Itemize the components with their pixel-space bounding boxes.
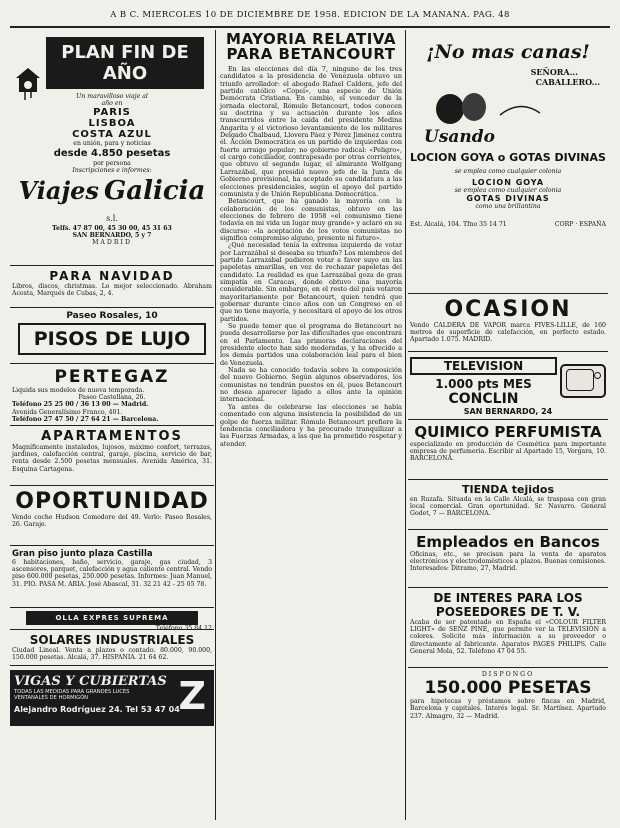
canas-caballero: CABALLERO... <box>535 77 600 87</box>
plan-city-3: COSTA AZUL <box>72 129 152 141</box>
plan-city-1: PARIS <box>93 107 131 119</box>
viajes-brand: Viajes <box>18 176 99 206</box>
canas-product: LOCION GOYA o GOTAS DIVINAS <box>410 151 606 164</box>
pertegaz-line-1: Liquida sus modelos de nueva temporada. <box>12 387 145 394</box>
pisos-title: PISOS DE LUJO <box>18 323 206 355</box>
olla-label: OLLA EXPRES SUPREMA <box>26 611 198 625</box>
navidad-text: Libros, discos, christmas. Lo mejor seleccionado. Abraham Acosta, Marqués de Cubas, 2, 4. <box>12 283 212 298</box>
article-headline-2: PARA BETANCOURT <box>226 45 396 63</box>
pertegaz-line-5: Teléfono 27 47 50 / 27 64 21 — Barcelona. <box>12 415 159 423</box>
cuckoo-clock-icon <box>16 68 40 100</box>
quimico-title: QUIMICO PERFUMISTA <box>414 423 602 441</box>
ocasion-text: Vendo CALDERA DE VAPOR marca FIVES-LILLE, de 160 metros de superficie de calefacción, en perfecto estado. Apartado 1.075. MADRID. <box>410 322 606 344</box>
olla-expres-ad <box>10 608 214 630</box>
plan-footer: MADRID <box>92 239 132 247</box>
tv-title: TELEVISION <box>410 357 557 375</box>
vigas-title: VIGAS Y CUBIERTAS <box>14 674 167 689</box>
pesetas-text: para hipotecas y préstamos sobre fincas en Madrid, Barcelona y capitales. Interés legal. Sr. Martínez. Apartado 237. Almagro, 32 — Madrid. <box>410 698 606 720</box>
quimico-ad <box>408 420 608 480</box>
pertegaz-line-2: Paseo Castellana, 26. <box>78 394 146 402</box>
piso-title: Gran piso junto plaza Castilla <box>12 549 153 559</box>
article-paragraph-3: ¿Qué necesidad tenía la extrema izquierda de votar por Larrazábal si deseaba su triunfo? Los miembros del partido Larrazábal pudieron votar a favor suyo en las papeletas amarillas, en vez de rechazar papeletas del candidato. La realidad es que Larrazábal goza de gran simpatía en Caracas, donde obtuvo una mayoría considerable. Sin embargo, en el resto del país votaron mayoritariamente por Betancourt, quien tendrá que gobernar durante cinco años con un Congreso en el que no tiene mayoría, y necesitará el apoyo de los otros partidos. <box>220 241 402 323</box>
vigas-line-2: TODAS LAS MEDIDAS PARA GRANDES LUCES <box>14 689 130 695</box>
middle-column <box>218 30 404 820</box>
empleados-title: Empleados en Bancos <box>416 533 600 551</box>
pertegaz-ad <box>10 364 214 426</box>
vigas-ad <box>10 670 214 726</box>
empleados-ad <box>408 530 608 588</box>
plan-intro: Un maravilloso viaje al <box>76 93 148 100</box>
header-rule <box>10 26 610 28</box>
right-column <box>408 30 608 820</box>
vigas-z-logo: Z <box>178 674 206 718</box>
tv-price: 1.000 pts MES <box>435 377 532 391</box>
gran-piso-ad <box>10 546 214 608</box>
interes-tv-ad <box>408 588 608 668</box>
column-rule-right <box>405 30 406 820</box>
solares-ad <box>10 630 214 666</box>
canas-foot-left: Est. Alcalá, 104. Tfno 35 14 71 <box>410 220 507 228</box>
canas-locion: LOCION GOYA <box>471 178 545 188</box>
canas-line-3: como una brillantina <box>475 203 541 211</box>
couple-illustration-icon <box>410 89 606 125</box>
interes-text: Acaba de ser patentado en España el «COLOUR FILTER LIGHT» de SENZ PINE, que permite ver la TELEVISIÓN a colores. Solicite más información a su proveedor o directamente al fabricante. Aparatos PAGES PHILIPS. Calle General Mola, 52. Teléfono 47 04 55. <box>410 619 606 655</box>
piso-text: 6 habitaciones, baño, servicio, garaje, gas ciudad, 3 ascensores, parquet, calefacción y agua caliente central. Vendo piso 600.000 pesetas, 250.000 pesetas. Informes: Juan Manuel, 31. PIO. PASA M. ARIA. José Abascal, 31. 32 21 42 - 25 05 78. <box>12 559 212 588</box>
ocasion-ad <box>408 294 608 352</box>
tv-address: SAN BERNARDO, 24 <box>463 407 553 416</box>
navidad-title: PARA NAVIDAD <box>49 269 175 283</box>
tienda-text: en Ruzafa. Situada en la Calle Alcalá, se traspasa con gran local comercial. Gran oportunidad. Sr. Navarro. General Godet, 7 — BARCELONA. <box>410 496 606 518</box>
vigas-line-3: VENTANALES DE HORMIGÓN <box>14 695 89 701</box>
galicia-brand: Galicia <box>104 176 206 207</box>
pertegaz-line-3: Teléfono 25 25 00 / 36 13 00 — Madrid. <box>12 401 149 409</box>
olla-sub: Teléfono 35 84 12 <box>155 625 212 630</box>
tienda-ad <box>408 480 608 530</box>
apartamentos-title: APARTAMENTOS <box>41 429 183 444</box>
solares-title: SOLARES INDUSTRIALES <box>29 633 195 647</box>
canas-gotas: GOTAS DIVINAS <box>466 194 550 204</box>
oportunidad-title: OPORTUNIDAD <box>15 489 209 514</box>
article-body <box>218 66 404 448</box>
tv-brand: CONCLIN <box>448 391 519 407</box>
empleados-text: Oficinas, etc., se precisan para la venta de aparatos electrónicos y electrodomésticos a plazos. Buenas comisiones. Interesados: Ditramo, 27, Madrid. <box>410 551 606 573</box>
plan-fin-de-ano-ad <box>10 30 214 266</box>
apartamentos-text: Magníficamente instalados, lujosos, máximo confort, terrazas, jardines, calefacción central, garaje, piscina, servicio de bar, renta desde 2.500 pesetas mensuales. Avenida América, 31. Esquina Cartagena. <box>12 444 212 473</box>
pesetas-label: DISPONGO <box>481 671 535 678</box>
article-paragraph-5: Nada se ha conocido todavía sobre la composición del nuevo Gobierno. Según algunos observadores, los comunistas no tendrán puestos en él, pues Betancourt no desea aparecer ligado a ellos ante la opinión internacional. <box>220 366 402 404</box>
solares-text: Ciudad Lineal. Venta a plazos o contado. 80.000, 90.000, 150.000 pesetas. Alcalá, 37. HISPANIA. 21 64 62. <box>12 647 212 662</box>
pertegaz-title: PERTEGAZ <box>54 367 170 387</box>
plan-title: PLAN FIN DE AÑO <box>46 37 204 89</box>
oportunidad-ad <box>10 486 214 546</box>
brand-suffix: s.l. <box>106 214 118 224</box>
interes-title-2: POSEEDORES DE T. V. <box>435 605 581 619</box>
tienda-title: TIENDA tejidos <box>461 483 555 496</box>
pertegaz-line-4: Avenida Generalísimo Franco, 401. <box>12 408 123 416</box>
canas-headline: ¡No mas canas! <box>426 41 590 63</box>
vigas-address: Alejandro Rodríguez 24. Tel 53 47 04 <box>14 705 180 714</box>
article-paragraph-1: En las elecciones del día 7, ninguno de los tres candidatos a la presidencia de Venezuela obtuvo un triunfo arrollador: el abogado Rafael Caldera, jefe del partido católico «Copei», una especie de Unión Demócrata Cristiana. En cambio, el vencedor de la jornada electoral, Rómulo Betancourt, todos conocen su doctrina y su actuación durante los años transcurridos entre la caída del presidente Medina Angarita y el victorioso levantamiento de los militares Delgado Chalbaud, Llovera Páez y Pérez Jiménez contra él. Acción Democrática es un partido de izquierdas con fuerte arraigo popular; no gobierno radical: «Peligro», el cargo conciliador, contrapesado por otras corrientes, que obtuvo el segundo lugar, el almirante Wolfgang Larrazábal, que presidió nuevo jefe de la Junta de Gobierno provisional, ha aceptado su candidatura a las elecciones presidenciales, según el apoyo del partido comunista y de Unión Republicana Democrática. <box>220 65 402 198</box>
article-paragraph-4: Se puede temer que el programa de Betancourt no pueda desarrollarse por las dificultades que encontrará en el Parlamento. Las primeras declaraciones del presidente electo han sido moderadas, y ha ofrecido a los demás partidos una colaboración leal para el bien de Venezuela. <box>220 322 402 367</box>
television-ad <box>408 352 608 420</box>
interes-title-1: DE INTERES PARA LOS <box>433 591 583 605</box>
canas-foot-right: CORP · ESPAÑA <box>554 220 606 228</box>
plan-price: desde 4.850 pesetas <box>53 147 171 159</box>
quimico-text: especializado en producción de Cosmética para importante empresa de perfumería. Escribir al Apartado 15, Vergara, 10. BARCELONA. <box>410 441 606 463</box>
plan-detail: en unión, para y noticias <box>73 140 151 148</box>
television-icon <box>560 364 606 398</box>
plan-info: Inscripciones e informes: <box>72 166 152 174</box>
canas-usando: Usando <box>424 127 495 147</box>
article-paragraph-6: Ya antes de celebrarse las elecciones se había comentado con alguna insistencia la posibilidad de un golpe de fuerza militar. Rómulo Betancourt prefiere la tendencia conciliadora y ha procurado tranquilizar a las Fuerzas Armadas, a las que ha prometido respetar y atender. <box>220 402 402 448</box>
article-headline-1: MAYORIA RELATIVA <box>226 30 396 48</box>
oportunidad-text: Vendo coche Hudson Comodore del 49. Verlo: Paseo Rosales, 26. Garaje. <box>12 514 212 529</box>
plan-city-2: LISBOA <box>88 118 136 130</box>
pisos-sub: Paseo Rosales, 10 <box>66 311 158 321</box>
pesetas-ad <box>408 668 608 723</box>
plan-phones: Telfs. 47 87 00, 45 30 00, 45 31 63 <box>52 225 172 233</box>
column-rule-left <box>215 30 216 820</box>
pesetas-amount: 150.000 PESETAS <box>424 678 592 699</box>
page-header: A B C. MIERCOLES 10 DE DICIEMBRE DE 1958. EDICION DE LA MAÑANA. PAG. 48 <box>110 10 510 20</box>
no-mas-canas-ad <box>408 30 608 294</box>
plan-intro-2: año en <box>101 100 123 108</box>
plan-address: SAN BERNARDO, 5 y 7 <box>72 232 152 240</box>
ocasion-title: OCASION <box>444 297 572 322</box>
canas-senora: SEÑORA... <box>530 67 578 77</box>
plan-per: por persona <box>93 159 131 167</box>
apartamentos-ad <box>10 426 214 486</box>
canas-line-2: se emplea como cualquier colonia <box>454 187 562 195</box>
para-navidad-ad <box>10 266 214 308</box>
article-paragraph-2: Betancourt, que ha ganado la mayoría con la colaboración de los comunistas, obtuvo en las elecciones de febrero de 1958 «el comunismo tiene todavía en mi vida un lugar muy grande» y aclaró en su discurso: «la aceptación de los votos comunistas no significa compromiso alguno, presente ni futuro». <box>220 197 402 242</box>
canas-line-1: se emplea como cualquier colonia <box>454 168 562 175</box>
pisos-de-lujo-ad <box>10 308 214 364</box>
left-column <box>10 30 214 820</box>
